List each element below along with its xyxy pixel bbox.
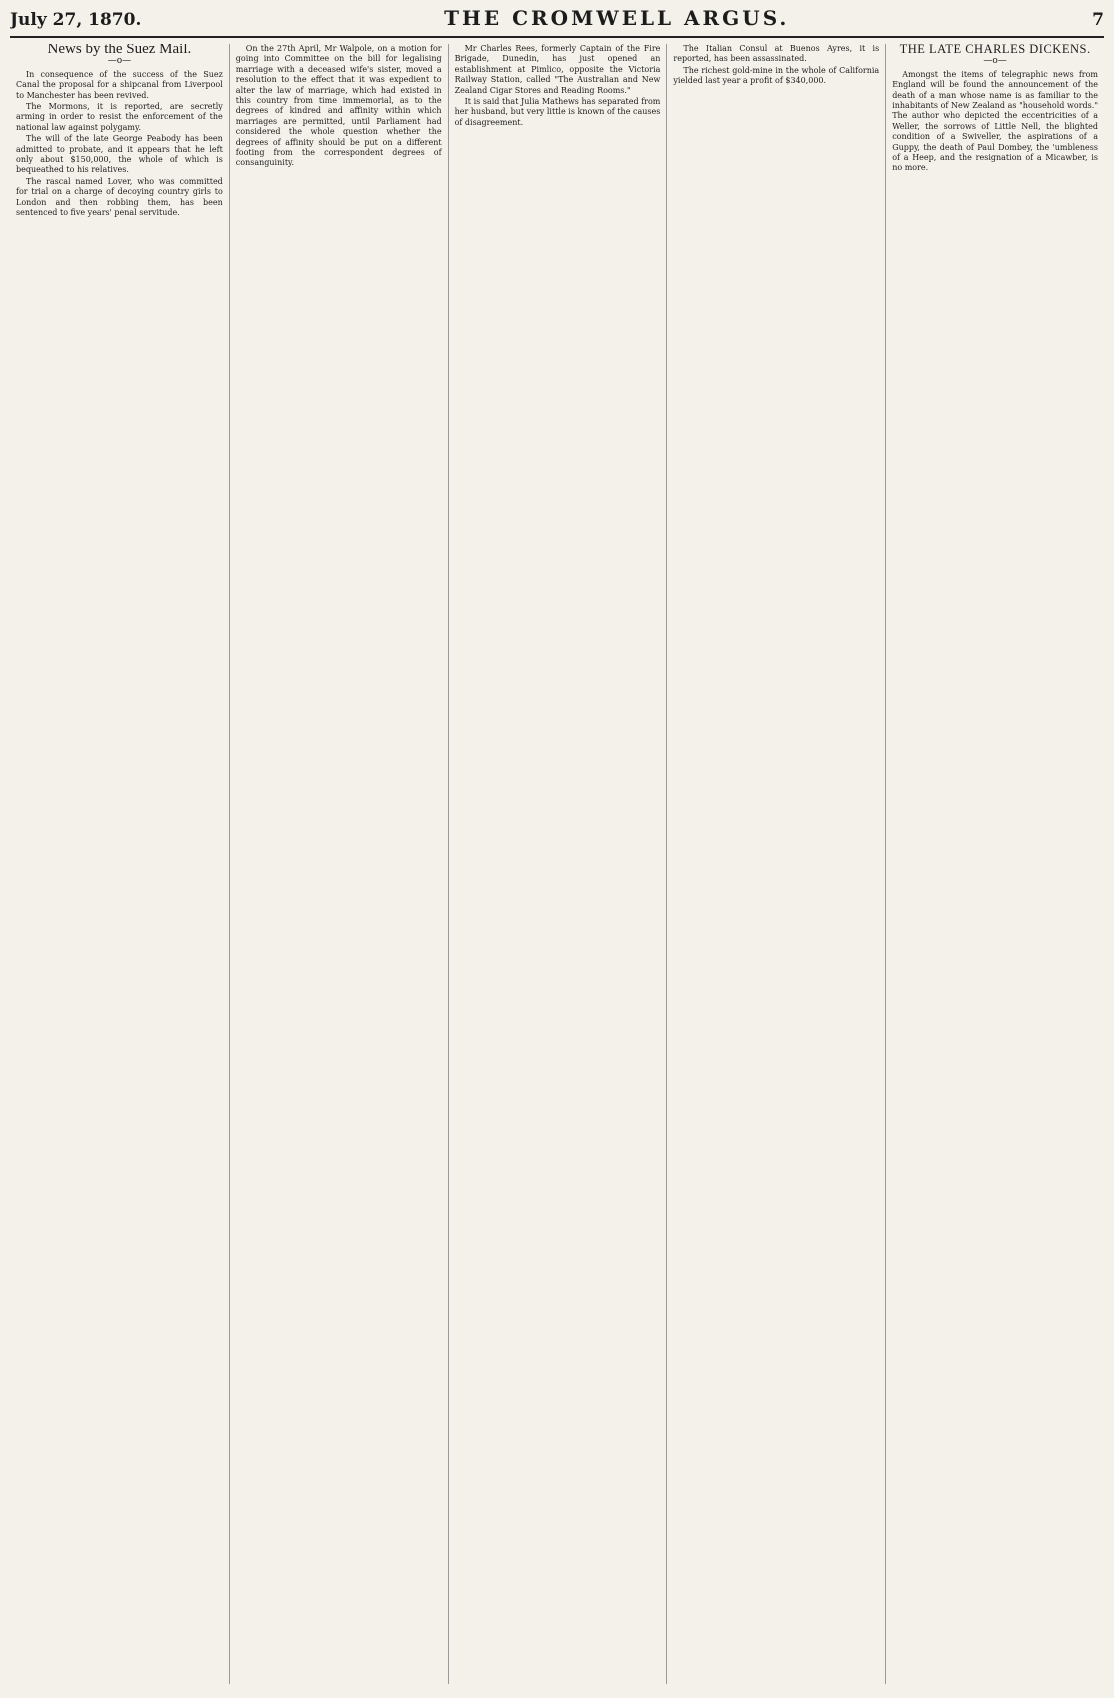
column-1 xyxy=(10,44,229,1684)
paragraph: On the 27th April, Mr Walpole, on a motion for going into Committee on the bill for legalising marriage with a deceased wife's sister, moved a resolution to the effect that it was expedient to alter the law of marriage, which had existed in this country from time immemorial, as to the degrees of kindred and affinity within which marriages are permitted, until Parliament had considered the whole question whether the degrees of affinity should be put on a different footing from the correspondent degrees of consanguinity. xyxy=(235,44,442,168)
column-4 xyxy=(666,44,885,1684)
column-3 xyxy=(448,44,667,1684)
column-5 xyxy=(885,44,1104,1684)
article-heading-dickens: THE LATE CHARLES DICKENS. xyxy=(899,44,1091,56)
masthead xyxy=(10,6,1104,38)
paragraph: Mr Charles Rees, formerly Captain of the Fire Brigade, Dunedin, has just opened an establishment at Pimlico, opposite the Victoria Railway Station, called "The Australian and New Zealand Cigar Stores and Reading Rooms." xyxy=(454,44,661,95)
paragraph: The richest gold-mine in the whole of California yielded last year a profit of $340,000. xyxy=(673,65,880,86)
article-body xyxy=(673,44,879,87)
paragraph: The will of the late George Peabody has been admitted to probate, and it appears that he left only about $150,000, the whole of which is bequeathed to his relatives. xyxy=(16,134,223,175)
newspaper-title: THE CROMWELL ARGUS. xyxy=(444,6,790,30)
heading-separator: —o— xyxy=(983,56,1007,67)
paragraph: It is said that Julia Mathews has separated from her husband, but very little is known of the causes of disagreement. xyxy=(454,97,661,127)
paragraph: Amongst the items of telegraphic news from England will be found the announcement of the death of a man whose name is as familiar to the inhabitants of New Zealand as "household words." The author who depicted the eccentricities of a Weller, the sorrows of Little Nell, the blighted condition of a Swiveller, the aspirations of a Guppy, the death of Paul Dombey, the 'umbleness of a Heep, and the resignation of a Micawber, is no more. xyxy=(892,69,1098,173)
page-number: 7 xyxy=(1092,10,1104,30)
article-heading-suez-mail: News by the Suez Mail. xyxy=(47,44,192,57)
paragraph: The rascal named Lover, who was committed for trial on a charge of decoying country girls to London and then robbing them, has been sentenced to five years' penal servitude. xyxy=(16,176,223,218)
article-body xyxy=(892,70,1098,174)
newspaper-page xyxy=(10,6,1104,1686)
article-body xyxy=(455,44,661,128)
paragraph: The Italian Consul at Buenos Ayres, it is reported, has been assassinated. xyxy=(673,44,880,64)
article-body xyxy=(236,44,442,169)
article-body xyxy=(16,70,223,219)
issue-date: July 27, 1870. xyxy=(10,10,142,30)
column-2 xyxy=(229,44,448,1684)
paragraph: In consequence of the success of the Suez Canal the proposal for a shipcanal from Liverpool to Manchester has been revived. xyxy=(16,69,223,100)
heading-separator: —o— xyxy=(107,56,132,67)
columns xyxy=(10,44,1104,1684)
paragraph: The Mormons, it is reported, are secretly arming in order to resist the enforcement of the national law against polygamy. xyxy=(16,102,223,132)
